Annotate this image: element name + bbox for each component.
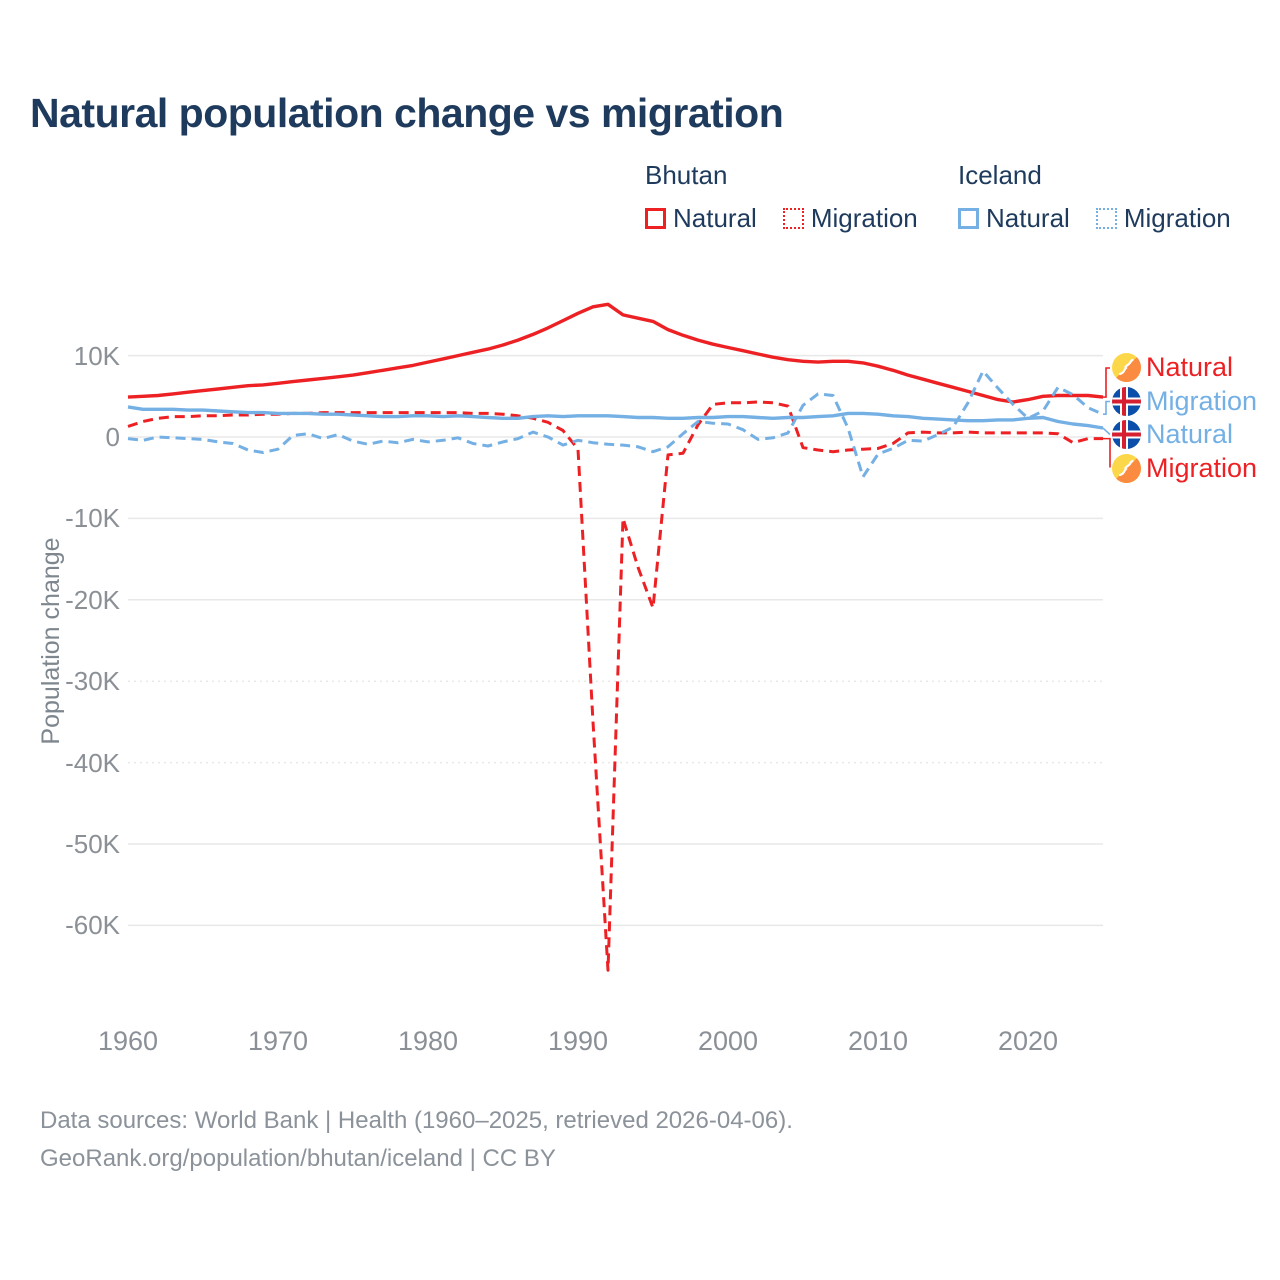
end-label-text: Migration [1146,452,1258,483]
end-label-bhutan-natural [1112,353,1257,382]
iceland-flag-icon [1112,420,1141,449]
chart-title: Natural population change vs migration [30,90,784,136]
footer-attribution: GeoRank.org/population/bhutan/iceland | CC BY [40,1145,556,1172]
series-line-iceland-natural [128,407,1103,428]
end-label-text: Natural [1146,419,1234,449]
legend-item-label: Migration [1123,203,1231,233]
series-end-labels [1112,353,1257,487]
legend-item-bhutan-migration[interactable] [783,203,944,234]
bhutan-flag-icon [1112,454,1141,483]
legend-item-label: Migration [810,203,918,233]
end-label-iceland-migration [1112,387,1257,416]
legend-country-iceland: Iceland [958,160,1042,190]
y-tick-label: -10K [65,503,120,534]
bhutan-flag-icon [1112,353,1141,382]
y-axis-title: Population change [37,537,65,745]
y-tick-label: 10K [73,340,120,371]
legend-item-label: Natural [986,203,1070,233]
end-label-connector [1103,368,1110,397]
y-tick-label: 0 [105,422,120,452]
legend-item-bhutan-natural[interactable] [645,203,783,234]
legend-swatch-solid-blue-icon [958,208,979,229]
end-label-connector [1103,428,1110,434]
end-label-text: Migration [1146,385,1258,416]
x-tick-label: 1970 [247,1026,309,1056]
x-tick-label: 1990 [547,1026,609,1056]
x-tick-label: 2020 [997,1026,1059,1056]
legend-country-bhutan: Bhutan [645,160,728,190]
legend-swatch-dotted-blue-icon [1096,208,1117,229]
end-label-connector [1103,402,1110,415]
x-tick-label: 1960 [97,1026,159,1056]
legend-item-iceland-migration[interactable] [1096,203,1257,234]
footer-sources: Data sources: World Bank | Health (1960–2025, retrieved 2026-04-06). [40,1107,793,1134]
end-label-connector [1103,439,1110,468]
footer [40,1102,793,1178]
end-label-bhutan-migration [1112,454,1257,483]
series-line-bhutan-migration [128,402,1103,970]
legend-swatch-dotted-red-icon [783,208,804,229]
legend-group-iceland [958,160,1257,234]
x-tick-label: 2010 [847,1026,909,1056]
x-tick-label: 2000 [697,1026,759,1056]
iceland-flag-icon [1112,387,1141,416]
end-label-text: Natural [1146,352,1234,382]
series-line-bhutan-natural [128,304,1103,402]
y-tick-label: -20K [65,584,120,615]
x-tick-label: 1980 [397,1026,459,1056]
end-label-iceland-natural [1112,420,1257,449]
y-tick-label: -60K [65,910,120,941]
legend-group-bhutan [645,160,944,234]
legend-item-label: Natural [673,203,757,233]
legend-item-iceland-natural[interactable] [958,203,1096,234]
legend-swatch-solid-red-icon [645,208,666,229]
y-tick-label: -40K [65,747,120,778]
y-tick-label: -30K [65,666,120,697]
y-tick-label: -50K [65,829,120,859]
